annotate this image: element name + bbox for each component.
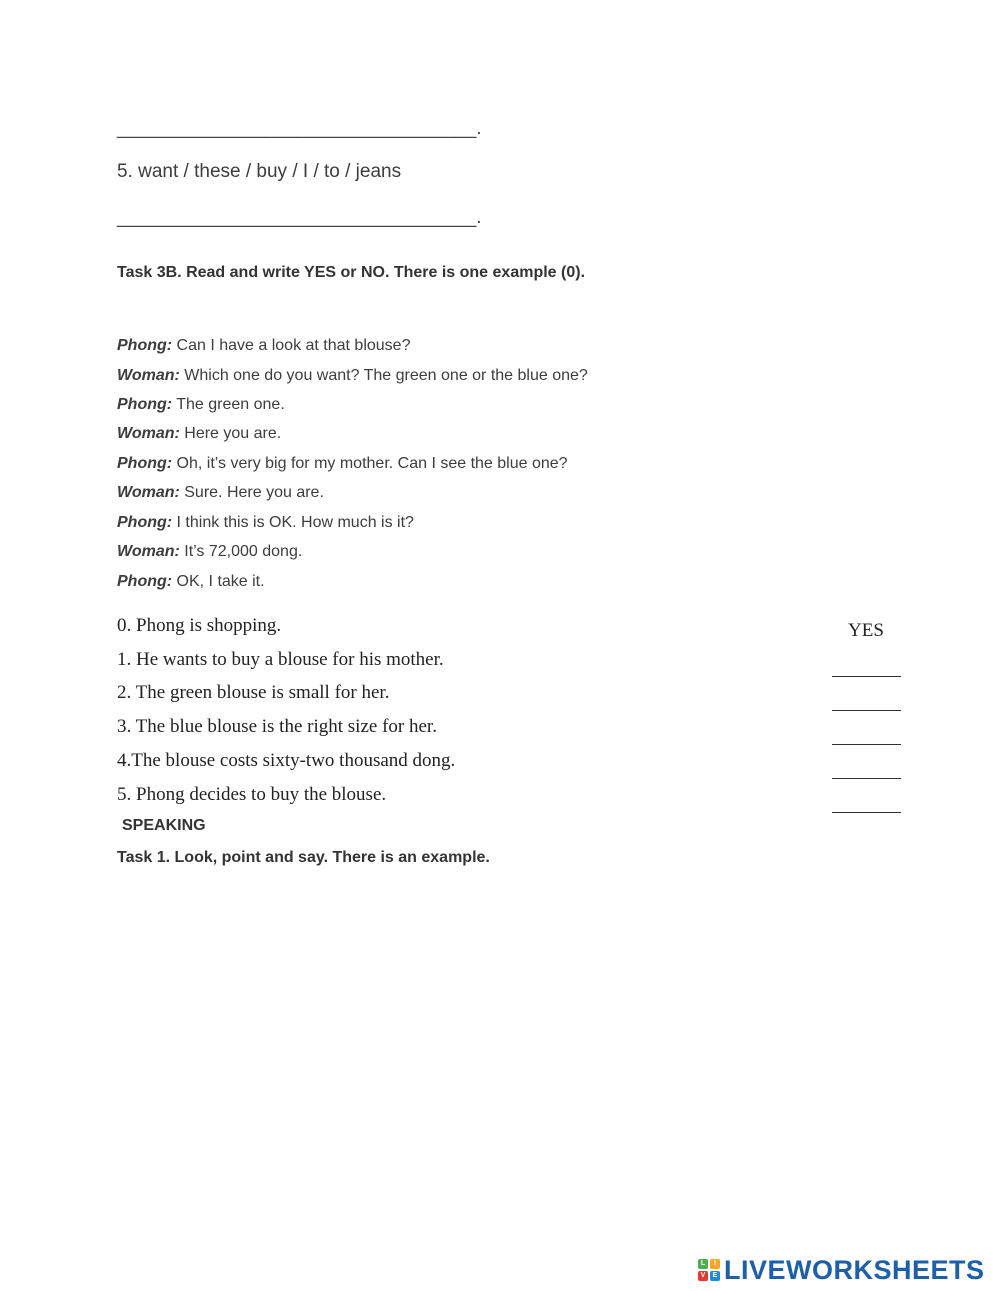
dialogue-text: It’s 72,000 dong. (179, 543, 303, 560)
dialogue-line (117, 484, 324, 502)
answer-blank-5[interactable] (832, 812, 901, 813)
answer-blank-4[interactable] (832, 778, 901, 779)
speaker-label: Woman: (117, 484, 180, 501)
speaker-label: Woman: (117, 367, 180, 384)
speaker-label: Phong: (117, 396, 173, 413)
item-5-prompt: 5. want / these / buy / I / to / jeans (117, 161, 402, 182)
answer-blank-2[interactable] (832, 710, 901, 711)
dialogue-text: Can I have a look at that blouse? (172, 337, 411, 354)
dialogue-text: OK, I take it. (172, 573, 265, 590)
dialogue-line (117, 455, 568, 473)
speaker-label: Woman: (117, 543, 180, 560)
answer-blank-1[interactable] (832, 676, 901, 677)
statement-item: 3. The blue blouse is the right size for her. (117, 716, 437, 737)
statement-item: 4.The blouse costs sixty-two thousand dong. (117, 750, 456, 771)
logo-text: LIVEWORKSHEETS (724, 1254, 985, 1285)
dialogue-line (117, 396, 285, 414)
dialogue-line (117, 337, 410, 355)
example-answer: YES (848, 620, 884, 641)
logo-block: L (698, 1259, 708, 1269)
speaker-label: Phong: (117, 455, 173, 472)
speaking-task-1-heading: Task 1. Look, point and say. There is an example. (117, 849, 490, 866)
statement-item: 1. He wants to buy a blouse for his mother. (117, 649, 444, 670)
dialogue-text: Here you are. (179, 425, 282, 442)
speaker-label: Phong: (117, 337, 173, 354)
statement-item: 2. The green blouse is small for her. (117, 682, 390, 703)
dialogue-text: I think this is OK. How much is it? (172, 514, 414, 531)
dialogue-line (117, 367, 588, 385)
task-3b-heading: Task 3B. Read and write YES or NO. There is one example (0). (117, 264, 586, 281)
dialogue-text: Which one do you want? The green one or the blue one? (179, 367, 588, 384)
dialogue-line (117, 514, 414, 532)
dialogue-line (117, 573, 265, 591)
dialogue-line (117, 543, 302, 561)
speaker-label: Woman: (117, 425, 180, 442)
logo-block: E (710, 1271, 720, 1281)
answer-blank-line[interactable]: __________________________________. (117, 118, 482, 139)
liveworksheets-logo (698, 1255, 985, 1285)
speaker-label: Phong: (117, 514, 173, 531)
speaker-label: Phong: (117, 573, 173, 590)
dialogue-text: The green one. (172, 396, 285, 413)
dialogue-text: Oh, it’s very big for my mother. Can I see the blue one? (172, 455, 568, 472)
speaking-section-title: SPEAKING (122, 817, 206, 834)
logo-blocks-icon (698, 1259, 720, 1281)
statement-item: 0. Phong is shopping. (117, 615, 282, 636)
answer-blank-3[interactable] (832, 744, 901, 745)
statement-item: 5. Phong decides to buy the blouse. (117, 784, 387, 805)
dialogue-line (117, 425, 281, 443)
logo-block: V (698, 1271, 708, 1281)
dialogue-text: Sure. Here you are. (179, 484, 324, 501)
answer-blank-line[interactable]: __________________________________. (117, 207, 482, 228)
logo-block: I (710, 1259, 720, 1269)
